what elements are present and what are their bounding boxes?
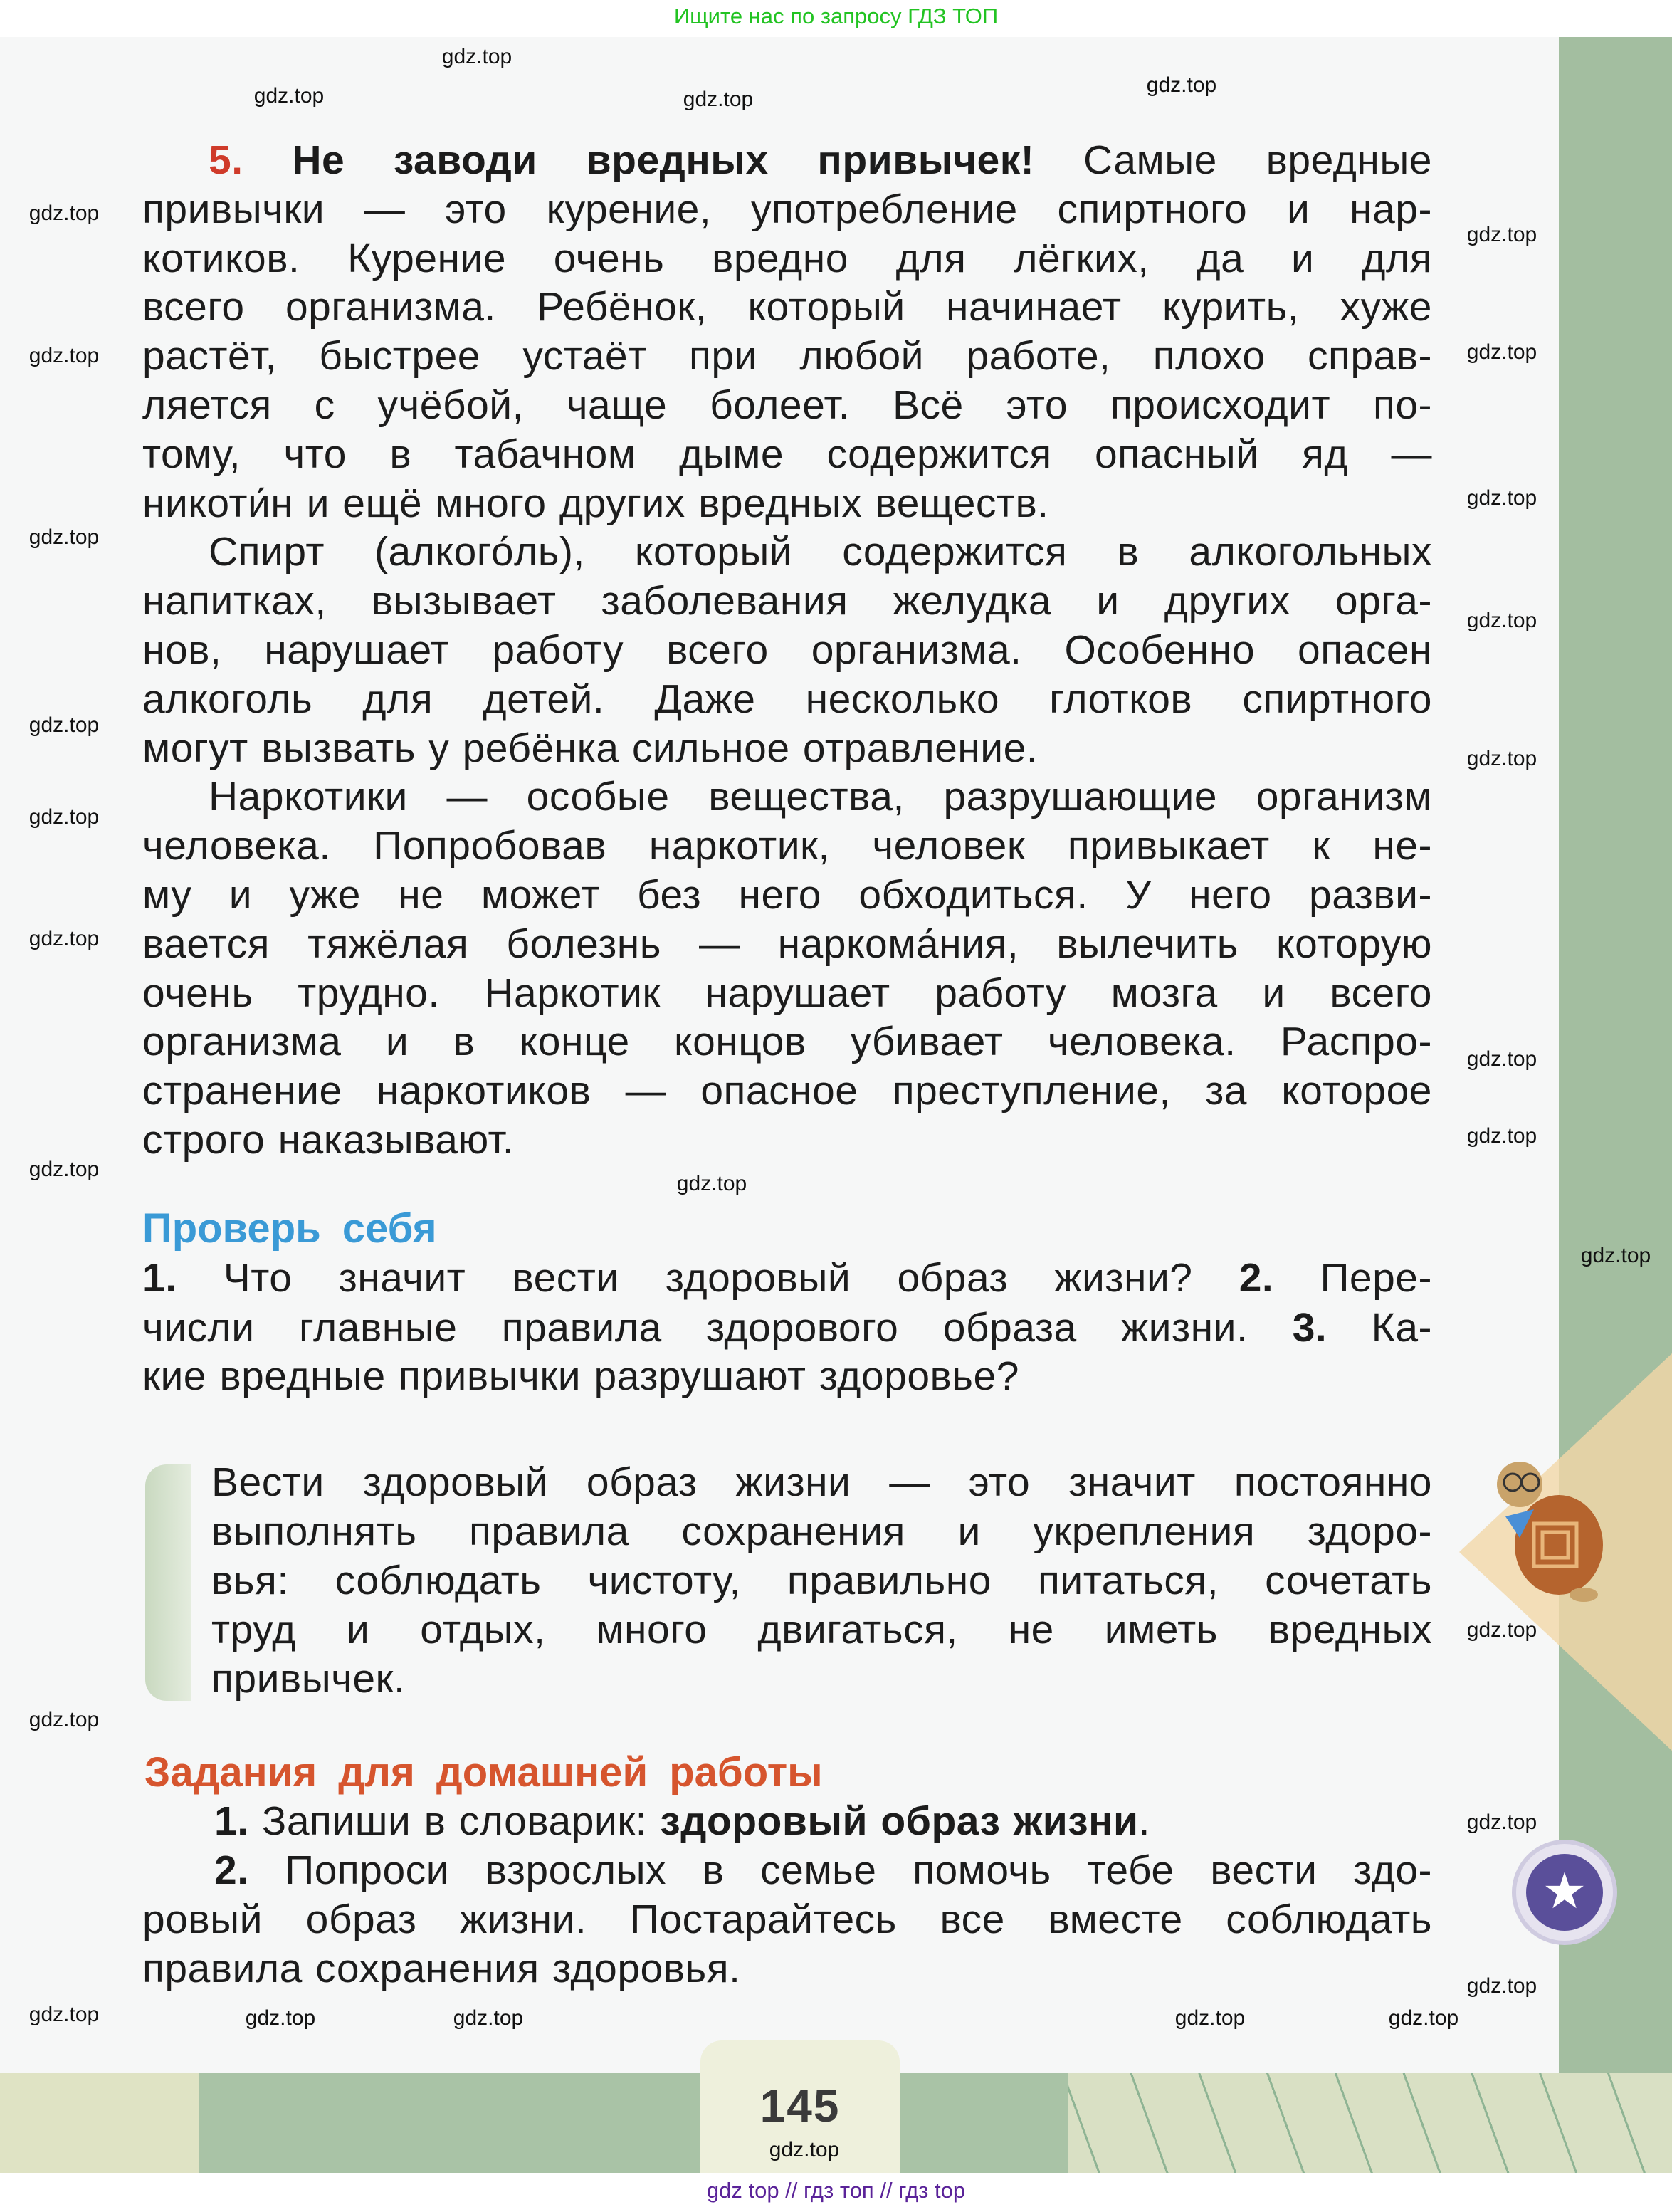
task-term: здоровый образ жизни: [660, 1798, 1139, 1844]
page-number: 145: [759, 2080, 841, 2132]
rule-box-line: привычек.: [211, 1656, 406, 1702]
watermark-text: gdz.top: [683, 88, 754, 111]
rule-box-line: Вести здоровый образ жизни — это значит постоянно: [211, 1459, 1432, 1505]
watermark-text: gdz.top: [453, 2006, 524, 2030]
watermark-text: gdz.top: [28, 713, 100, 737]
star-badge-icon: ★: [1516, 1844, 1613, 1941]
watermark-text: gdz.top: [769, 2138, 840, 2161]
paragraph-line: тому, что в табачном дыме содержится опасный яд —: [142, 431, 1432, 477]
watermark-text: gdz.top: [441, 45, 512, 68]
watermark-text: gdz.top: [28, 201, 100, 225]
paragraph-line: всего организма. Ребёнок, который начинает курить, хуже: [142, 284, 1432, 330]
question-line: [142, 1304, 1432, 1351]
turtle-mascot-icon: [1477, 1452, 1619, 1609]
homework-task-2: [214, 1847, 1432, 1894]
section-text: Самые вредные: [1083, 137, 1432, 183]
paragraph-line: никоти́н и ещё много других вредных веществ.: [142, 480, 1049, 526]
question-text: кие вредные привычки разрушают здоровье?: [142, 1353, 1019, 1399]
footer-text[interactable]: gdz top // гдз топ // гдз top: [706, 2178, 966, 2203]
watermark-text: gdz.top: [1146, 73, 1217, 97]
paragraph-line: Наркотики — особые вещества, разрушающие организм: [209, 774, 1432, 820]
watermark-text: gdz.top: [1174, 2006, 1246, 2030]
paragraph-line: растёт, быстрее устаёт при любой работе, плохо справ-: [142, 333, 1432, 379]
task-text: .: [1138, 1798, 1150, 1844]
homework-heading: Задания для домашней работы: [144, 1749, 823, 1796]
paragraph-line: строго наказывают.: [142, 1117, 515, 1163]
task-number: 1.: [214, 1798, 249, 1844]
rule-box-line: труд и отдых, много двигаться, не иметь вредных: [211, 1607, 1432, 1652]
task-text: ровый образ жизни. Постарайтесь все вместе соблюдать: [142, 1897, 1432, 1942]
paragraph-line: напитках, вызывает заболевания желудка и других орга-: [142, 578, 1432, 624]
leaf-pattern: [1068, 2073, 1672, 2173]
paragraph-line: алкоголь для детей. Даже несколько глотков спиртного: [142, 676, 1432, 722]
watermark-text: gdz.top: [1466, 1047, 1537, 1071]
question-text: Ка-: [1371, 1305, 1432, 1351]
homework-task-1: [214, 1798, 1432, 1845]
question-line: [142, 1254, 1432, 1301]
question-number: 3.: [1292, 1305, 1327, 1351]
watermark-text: gdz.top: [28, 344, 100, 367]
rule-box-line: вья: соблюдать чистоту, правильно питаться, сочетать: [211, 1558, 1432, 1603]
paragraph-line: котиков. Курение очень вредно для лёгких, да и для: [142, 235, 1432, 281]
paragraph-line: му и уже не может без него обходиться. У него разви-: [142, 872, 1432, 918]
homework-task-2-cont: [142, 1945, 1432, 1992]
check-yourself-heading: Проверь себя: [142, 1205, 437, 1252]
paragraph-line: человека. Попробовав наркотик, человек привыкает к не-: [142, 823, 1432, 869]
watermark-text: gdz.top: [1466, 609, 1537, 632]
watermark-text: gdz.top: [1466, 1124, 1537, 1148]
watermark-text: gdz.top: [1466, 486, 1537, 510]
task-text: Попроси взрослых в семье помочь тебе вести здо-: [285, 1847, 1433, 1893]
watermark-text: gdz.top: [676, 1172, 747, 1195]
watermark-text: gdz.top: [28, 525, 100, 549]
section-number: 5.: [209, 137, 243, 183]
paragraph-line: вается тяжёлая болезнь — наркома́ния, вылечить которую: [142, 921, 1432, 967]
rule-box-marker: [145, 1464, 191, 1701]
watermark-text: gdz.top: [1466, 340, 1537, 364]
paragraph-line: могут вызвать у ребёнка сильное отравление.: [142, 725, 1039, 771]
watermark-text: gdz.top: [1388, 2006, 1459, 2030]
section-title: Не заводи вредных привычек!: [292, 137, 1035, 183]
paragraph-line: Спирт (алкого́ль), который содержится в алкогольных: [209, 529, 1432, 575]
task-text: Запиши в словарик:: [261, 1798, 648, 1844]
watermark-text: gdz.top: [245, 2006, 316, 2030]
paragraph-line: очень трудно. Наркотик нарушает работу мозга и всего: [142, 970, 1432, 1016]
decorative-strip: [1559, 37, 1672, 2073]
watermark-text: gdz.top: [28, 927, 100, 950]
question-number: 1.: [142, 1255, 177, 1301]
paragraph-line: нов, нарушает работу всего организма. Особенно опасен: [142, 627, 1432, 673]
rule-box-line: выполнять правила сохранения и укрепления здоро-: [211, 1509, 1432, 1554]
watermark-text: gdz.top: [28, 1158, 100, 1181]
section5-title-line: [209, 137, 1432, 184]
paragraph-line: ляется с учёбой, чаще болеет. Всё это происходит по-: [142, 382, 1432, 428]
watermark-text: gdz.top: [1466, 1974, 1537, 1998]
watermark-text: gdz.top: [28, 805, 100, 829]
homework-task-2-cont: [142, 1896, 1432, 1943]
top-banner-text[interactable]: Ищите нас по запросу ГДЗ ТОП: [673, 4, 999, 28]
question-number: 2.: [1239, 1255, 1274, 1301]
watermark-text: gdz.top: [1466, 1810, 1537, 1834]
watermark-text: gdz.top: [1466, 1618, 1537, 1642]
paragraph-line: странение наркотиков — опасное преступление, за которое: [142, 1068, 1432, 1114]
watermark-text: gdz.top: [1466, 223, 1537, 246]
paragraph-line: привычки — это курение, употребление спиртного и нар-: [142, 186, 1432, 232]
paragraph-line: организма и в конце концов убивает человека. Распро-: [142, 1019, 1432, 1065]
watermark-text: gdz.top: [1466, 747, 1537, 770]
question-line: [142, 1353, 1432, 1400]
watermark-text: gdz.top: [28, 1708, 100, 1731]
watermark-text: gdz.top: [1580, 1244, 1651, 1267]
task-text: правила сохранения здоровья.: [142, 1946, 741, 1991]
question-text: Что значит вести здоровый образ жизни?: [223, 1255, 1193, 1301]
watermark-text: gdz.top: [28, 2003, 100, 2026]
question-text: Пере-: [1320, 1255, 1432, 1301]
question-text: числи главные правила здорового образа жизни.: [142, 1305, 1248, 1351]
footer-links[interactable]: [0, 2173, 1672, 2212]
top-banner[interactable]: [0, 0, 1672, 37]
watermark-text: gdz.top: [253, 84, 325, 108]
task-number: 2.: [214, 1847, 249, 1893]
